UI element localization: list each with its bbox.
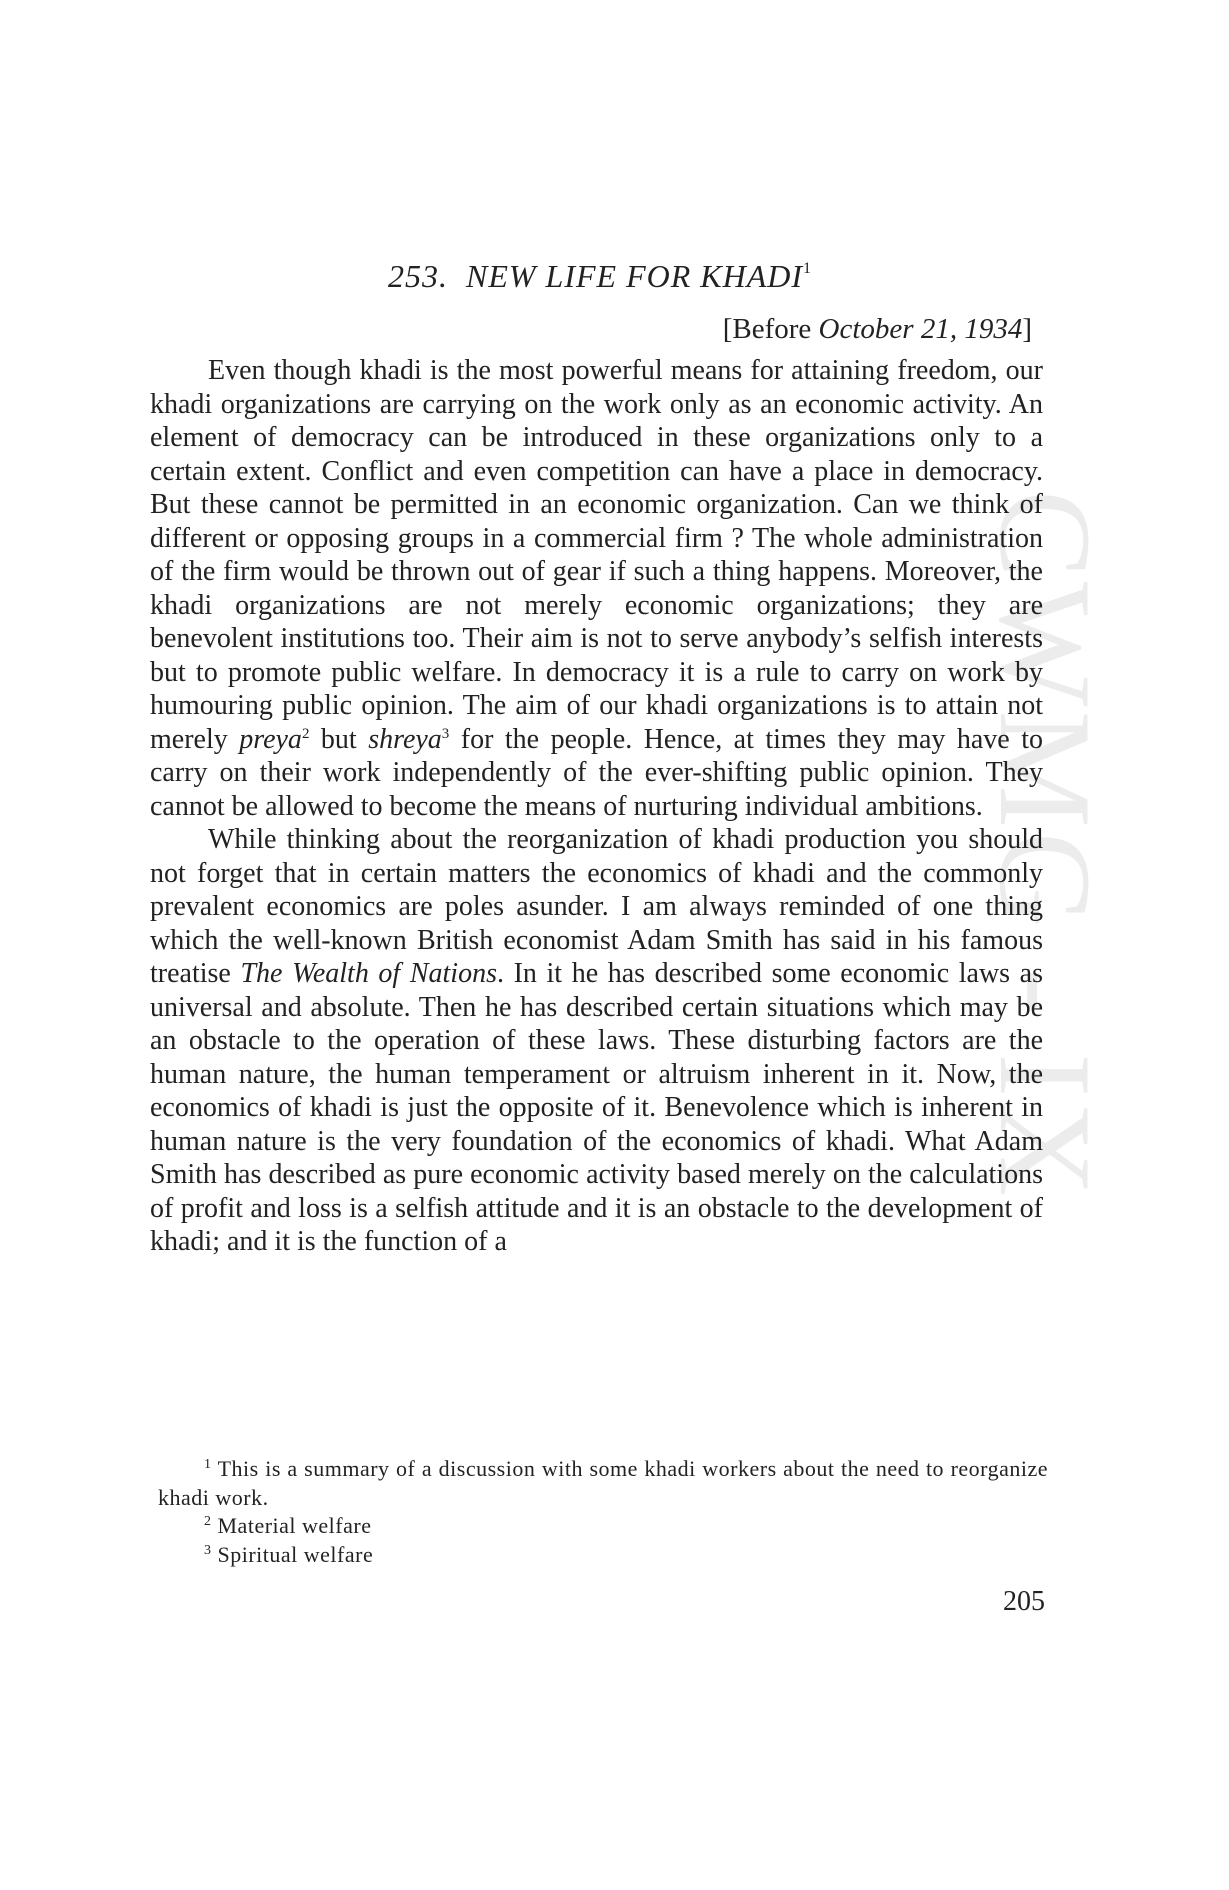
book-title: The Wealth of Nations (240, 958, 497, 989)
dateline-suffix: ] (1022, 313, 1032, 345)
footnote (158, 1455, 1048, 1512)
watermark: CWMG - IX (972, 490, 1119, 1201)
dateline-date: October 21, 1934 (818, 313, 1023, 345)
article-number: 253. (387, 258, 448, 294)
dateline-prefix: [Before (722, 313, 819, 345)
paragraph (150, 354, 1043, 823)
paragraph-text: While thinking about the reorganization of khadi production you should not forget that in certain matters the economics of khadi and the commonly prevalent economics are poles asunder. I am always reminded of one thing which the well-known British economist Adam Smith has said in his famous treatise (150, 824, 1043, 989)
footnotes (158, 1455, 1048, 1569)
term-preya: preya (239, 723, 302, 755)
footnote-ref: 3 (441, 725, 450, 742)
paragraph (150, 823, 1043, 1259)
page-number: 205 (1003, 1586, 1045, 1617)
footnote-text: Spiritual welfare (217, 1541, 374, 1567)
paragraph-text: Even though khadi is the most powerful means for attaining freedom, our khadi organizations are carrying on the work only as an economic activity. An element of democracy can be introduced in these organizations only to a certain extent. Conflict and even competition can have a place in democracy. But these cannot be permitted in an economic organization. Can we think of different or opposing groups in a commercial firm ? The whole administration of the firm would be thrown out of gear if such a thing happens. Moreover, the khadi organizations are not merely economic organizations; they are benevolent institutions too. Their aim is not to serve anybody’s selfish interests but to promote public welfare. In democracy it is a rule to carry on work by humouring public opinion. The aim of our khadi organizations is to attain not merely (150, 355, 1043, 755)
footnote-ref: 2 (301, 725, 310, 742)
paragraph-text: . In it he has described some economic laws as universal and absolute. Then he has described certain situations which may be an obstacle to the operation of these laws. These disturbing factors are the human nature, the human temperament or altruism inherent in it. Now, the economics of khadi is just the opposite of it. Benevolence which is inherent in human nature is the very foundation of the economics of khadi. What Adam Smith has described as pure economic activity based merely on the calculations of profit and loss is a selfish attitude and it is an obstacle to the development of khadi; and it is the function of a (150, 958, 1044, 1257)
footnote-text: This is a summary of a discussion with some khadi workers about the need to reorganize khadi work. (158, 1456, 1048, 1510)
paragraph-text: but (309, 723, 369, 755)
article-body (150, 354, 1043, 1259)
footnote (158, 1541, 1048, 1570)
footnote-text: Material welfare (217, 1513, 372, 1538)
footnote-number: 3 (204, 1542, 212, 1558)
footnote-number: 2 (204, 1514, 212, 1529)
footnote (158, 1512, 1048, 1541)
paragraph-text: for the people. Hence, at times they may have to carry on their work independently of the ever-shifting public opinion. They cannot be allowed to become the means of nurturing individual ambitions. (150, 723, 1043, 822)
term-shreya: shreya (368, 723, 442, 755)
dateline (723, 313, 1032, 346)
footnote-number: 1 (204, 1457, 212, 1472)
article-heading: NEW LIFE FOR KHADI (465, 258, 804, 294)
article-title (150, 258, 1050, 295)
title-footnote-ref: 1 (803, 260, 813, 277)
